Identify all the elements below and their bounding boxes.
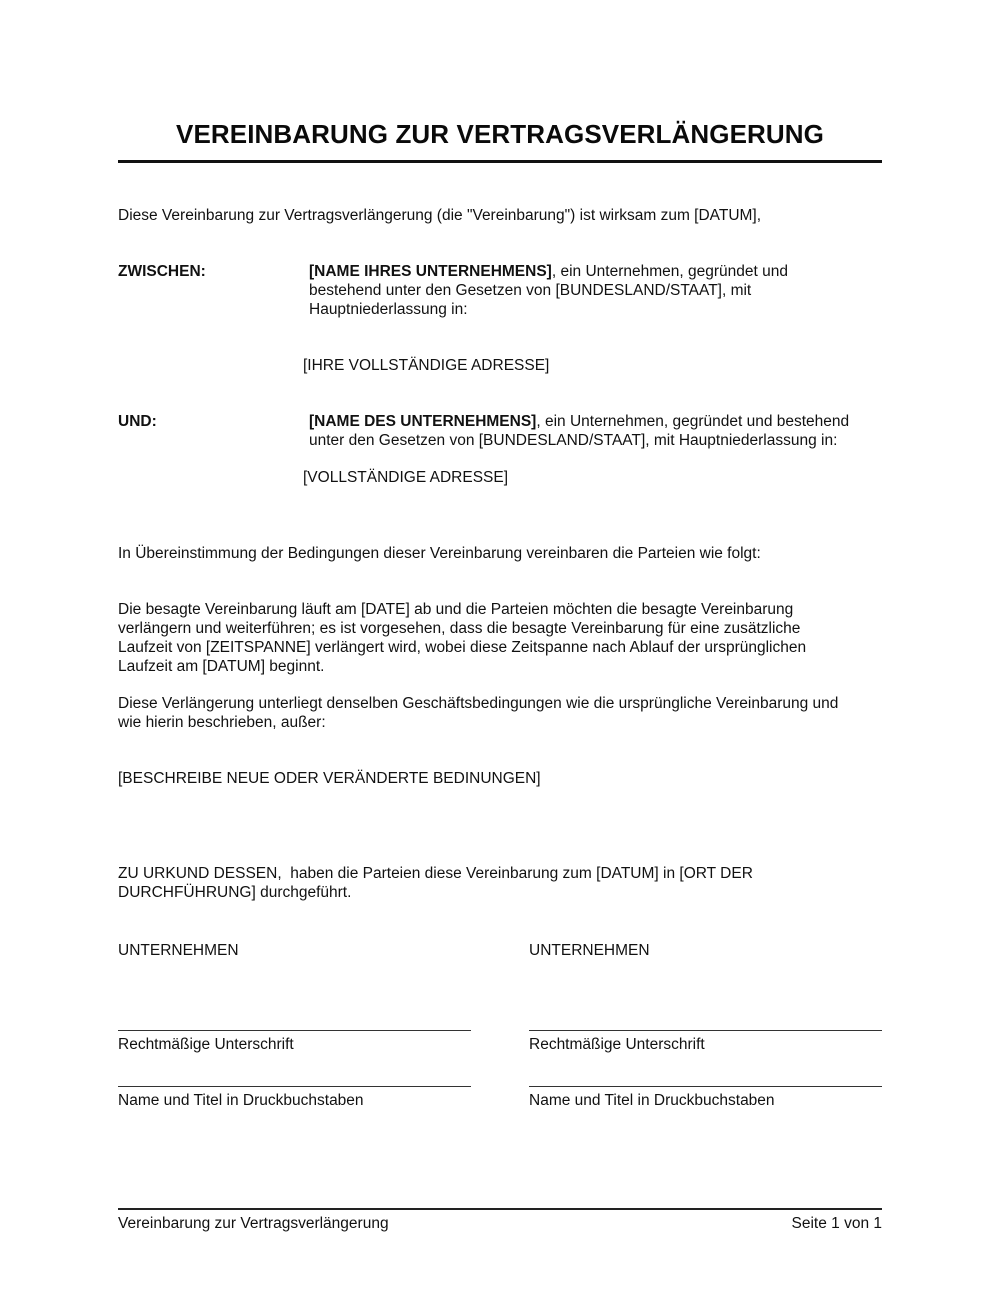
extension-line-1: Die besagte Vereinbarung läuft am [DATE] ab und die Parteien möchten die besagte Vereinbarung [118, 601, 794, 618]
extension-line-4: Laufzeit am [DATUM] beginnt. [118, 658, 325, 675]
agreement-intro: In Übereinstimmung der Bedingungen dieser Vereinbarung vereinbaren die Parteien wie folgt: [118, 545, 761, 562]
footer-page-number: Seite 1 von 1 [791, 1215, 882, 1232]
intro-paragraph: Diese Vereinbarung zur Vertragsverlängerung (die "Vereinbarung") ist wirksam zum [DATUM], [118, 207, 762, 224]
title-divider [118, 160, 882, 163]
party-2-name: [NAME DES UNTERNEHMENS] [309, 413, 537, 430]
name-line-left [118, 1086, 471, 1087]
signature-line-right [529, 1030, 882, 1031]
signature-line-left [118, 1030, 471, 1031]
witness-line-2: DURCHFÜHRUNG] durchgeführt. [118, 884, 352, 901]
footer-document-title: Vereinbarung zur Vertragsverlängerung [118, 1215, 389, 1232]
terms-paragraph [118, 694, 882, 732]
conditions-placeholder: [BESCHREIBE NEUE ODER VERÄNDERTE BEDINUNGEN] [118, 770, 541, 787]
party-2-line-1 [309, 412, 884, 431]
party-2-line-2: unter den Gesetzen von [BUNDESLAND/STAAT], mit Hauptniederlassung in: [309, 432, 838, 449]
party-2-line-1-rest: , ein Unternehmen, gegründet und bestehend [536, 413, 850, 430]
signature-company-right: UNTERNEHMEN [529, 942, 650, 959]
name-label-right: Name und Titel in Druckbuchstaben [529, 1092, 775, 1109]
party-2-address: [VOLLSTÄNDIGE ADRESSE] [303, 469, 509, 486]
party-1-description [309, 262, 884, 319]
terms-line-1: Diese Verlängerung unterliegt denselben Geschäftsbedingungen wie die ursprüngliche Vereinbarung und [118, 695, 839, 712]
witness-clause [118, 864, 882, 902]
document-title: VEREINBARUNG ZUR VERTRAGSVERLÄNGERUNG [176, 119, 824, 149]
party-1-line-2: bestehend unter den Gesetzen von [BUNDESLAND/STAAT], mit [309, 282, 752, 299]
signature-label-right: Rechtmäßige Unterschrift [529, 1036, 705, 1053]
name-line-right [529, 1086, 882, 1087]
terms-line-2: wie hierin beschrieben, außer: [118, 714, 326, 731]
party-label-and: UND: [118, 413, 157, 430]
witness-line-1: ZU URKUND DESSEN, haben die Parteien diese Vereinbarung zum [DATUM] in [ORT DER [118, 865, 753, 882]
extension-paragraph [118, 600, 882, 676]
party-2-description [309, 412, 884, 450]
party-label-between: ZWISCHEN: [118, 263, 206, 280]
extension-line-3: Laufzeit von [ZEITSPANNE] verlängert wird, wobei diese Zeitspanne nach Ablauf der ursprünglichen [118, 639, 807, 656]
footer-divider [118, 1208, 882, 1210]
name-label-left: Name und Titel in Druckbuchstaben [118, 1092, 364, 1109]
extension-line-2: verlängern und weiterführen; es ist vorgesehen, dass die besagte Vereinbarung für eine zusätzliche [118, 620, 801, 637]
party-1-line-1 [309, 262, 884, 281]
signature-label-left: Rechtmäßige Unterschrift [118, 1036, 294, 1053]
party-1-line-1-rest: , ein Unternehmen, gegründet und [551, 263, 788, 280]
party-1-address: [IHRE VOLLSTÄNDIGE ADRESSE] [303, 357, 550, 374]
party-1-name: [NAME IHRES UNTERNEHMENS] [309, 263, 552, 280]
party-1-line-3: Hauptniederlassung in: [309, 301, 468, 318]
signature-company-left: UNTERNEHMEN [118, 942, 239, 959]
